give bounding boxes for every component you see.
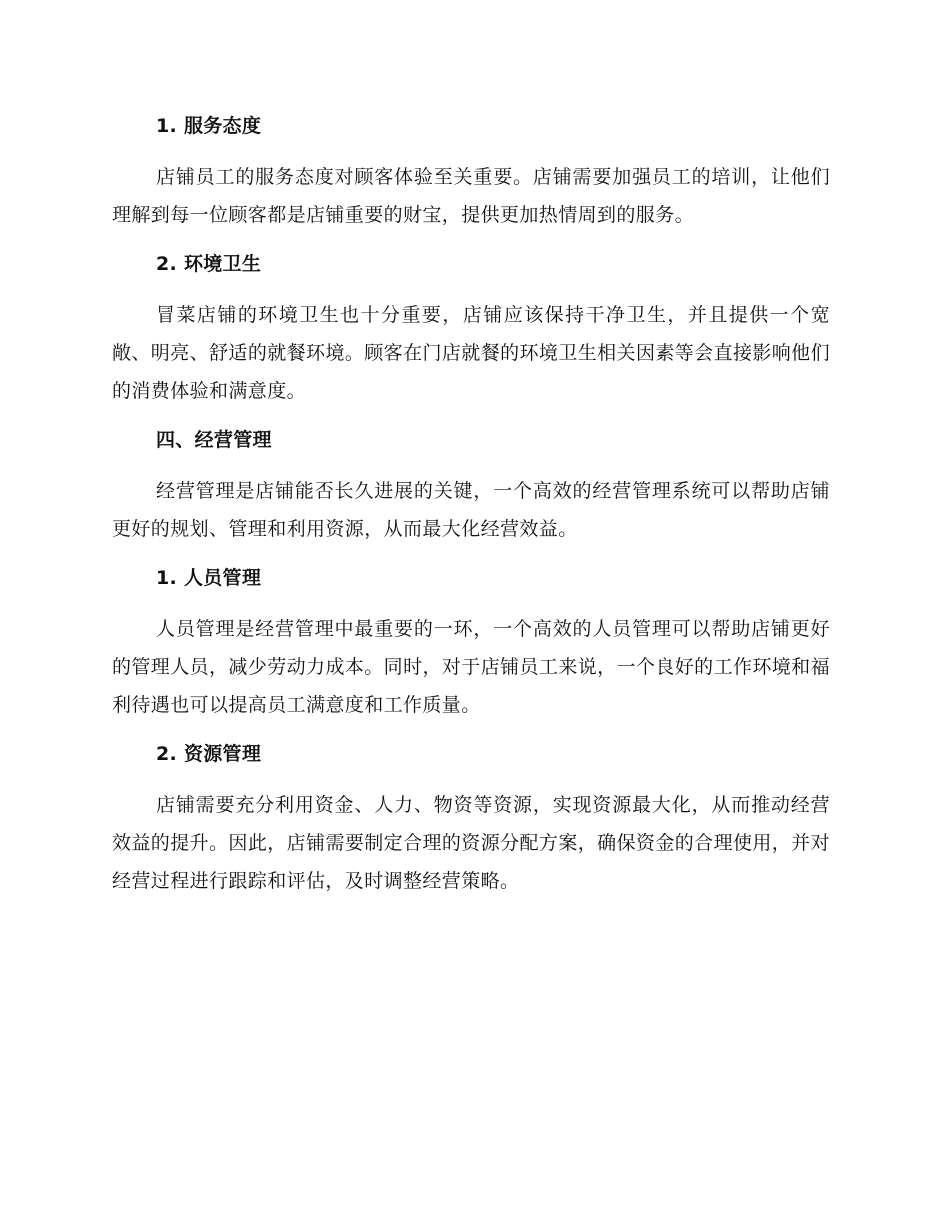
section-heading-hygiene: 2. 环境卫生 <box>156 253 262 275</box>
section-paragraph-hygiene: 冒菜店铺的环境卫生也十分重要，店铺应该保持干净卫生，并且提供一个宽敞、明亮、舒适的就餐环境。顾客在门店就餐的环境卫生相关因素等会直接影响他们的消费体验和满意度。 <box>112 304 830 402</box>
section-paragraph-operations-management: 经营管理是店铺能否长久进展的关键，一个高效的经营管理系统可以帮助店铺更好的规划、管理和利用资源，从而最大化经营效益。 <box>112 480 830 540</box>
section-heading-resource-management: 2. 资源管理 <box>156 743 262 765</box>
section-paragraph-resource-management: 店铺需要充分利用资金、人力、物资等资源，实现资源最大化，从而推动经营效益的提升。因此，店铺需要制定合理的资源分配方案，确保资金的合理使用，并对经营过程进行跟踪和评估，及时调整经营策略。 <box>112 794 830 892</box>
section-heading-personnel-management: 1. 人员管理 <box>156 567 262 589</box>
section-paragraph-service-attitude: 店铺员工的服务态度对顾客体验至关重要。店铺需要加强员工的培训，让他们理解到每一位顾客都是店铺重要的财宝，提供更加热情周到的服务。 <box>112 166 830 226</box>
section-heading-operations-management: 四、经营管理 <box>156 429 272 451</box>
section-heading-service-attitude: 1. 服务态度 <box>156 115 262 137</box>
section-paragraph-personnel-management: 人员管理是经营管理中最重要的一环，一个高效的人员管理可以帮助店铺更好的管理人员，减少劳动力成本。同时，对于店铺员工来说，一个良好的工作环境和福利待遇也可以提高员工满意度和工作质量。 <box>112 618 830 716</box>
document-body <box>112 110 830 900</box>
